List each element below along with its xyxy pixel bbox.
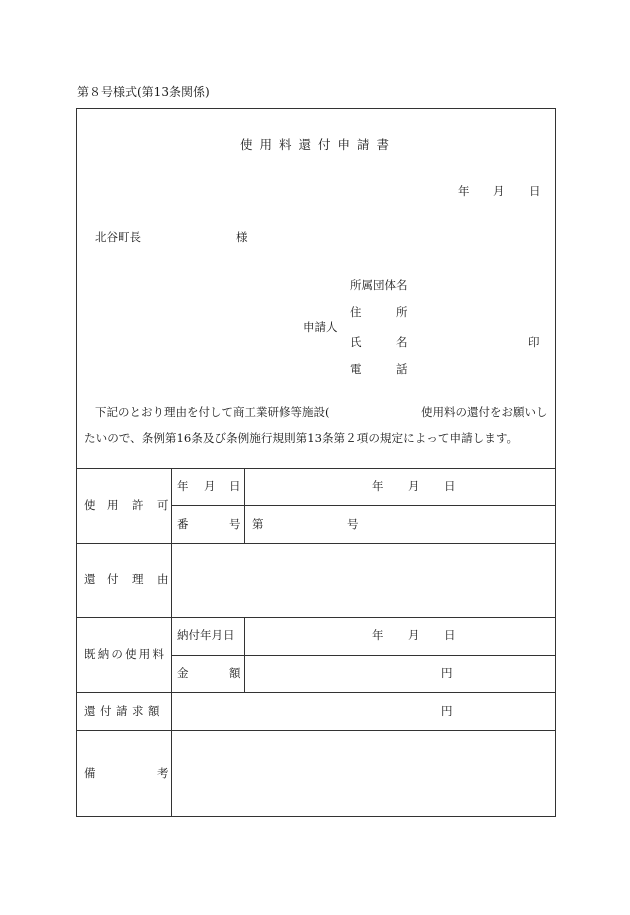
- permit-label-4: 可: [157, 498, 169, 512]
- paid-date-year: 年: [372, 628, 384, 642]
- amount-label-b: 額: [229, 666, 241, 680]
- permit-divider: [171, 505, 556, 506]
- permit-label-2: 用: [107, 498, 119, 512]
- permit-date-label-month: 月: [204, 479, 216, 493]
- permit-bottom-rule: [76, 543, 556, 544]
- honorific: 様: [236, 230, 248, 244]
- addressee: 北谷町長: [95, 230, 141, 244]
- phone-label-b: 話: [396, 362, 408, 376]
- permit-date-year: 年: [372, 479, 384, 493]
- refund-yen: 円: [441, 704, 453, 718]
- body-line1-a: 下記のとおり理由を付して商工業研修等施設(: [95, 405, 330, 419]
- body-line1-b: 使用料の還付をお願いし: [421, 405, 548, 419]
- address-label-a: 住: [350, 305, 362, 319]
- permit-number-suffix: 号: [347, 517, 359, 531]
- permit-date-day: 日: [444, 479, 456, 493]
- reason-label-1: 還: [84, 572, 96, 586]
- paid-date-label: 納付年月日: [177, 628, 235, 642]
- paid-bottom-rule: [76, 692, 556, 693]
- refund-label: 還付請求額: [84, 704, 164, 718]
- permit-sub-rule: [244, 468, 245, 543]
- permit-number-label-a: 番: [177, 517, 189, 531]
- paid-divider: [171, 655, 556, 656]
- seal-label: 印: [528, 335, 540, 349]
- paid-date-month: 月: [408, 628, 420, 642]
- paid-sub-rule: [244, 617, 245, 692]
- amount-yen: 円: [441, 666, 453, 680]
- refund-bottom-rule: [76, 730, 556, 731]
- reason-label-4: 由: [157, 572, 169, 586]
- label-column-rule: [171, 468, 172, 817]
- permit-date-month: 月: [408, 479, 420, 493]
- remarks-label-a: 備: [84, 766, 96, 780]
- applicant-label: 申請人: [303, 320, 338, 334]
- form-title: 使用料還付申請書: [240, 137, 397, 152]
- paid-date-day: 日: [444, 628, 456, 642]
- body-line2: たいので、条例第16条及び条例施行規則第13条第２項の規定によって申請します。: [84, 431, 519, 445]
- permit-date-label-day: 日: [229, 479, 241, 493]
- reason-label-3: 理: [132, 572, 144, 586]
- address-label-b: 所: [396, 305, 408, 319]
- date-month-label: 月: [493, 184, 505, 198]
- date-day-label: 日: [529, 184, 541, 198]
- date-year-label: 年: [458, 184, 470, 198]
- reason-bottom-rule: [76, 617, 556, 618]
- permit-label-1: 使: [84, 498, 96, 512]
- form-reference: 第８号様式(第13条関係): [77, 85, 210, 99]
- org-name-label: 所属団体名: [350, 278, 408, 292]
- permit-label-3: 許: [132, 498, 144, 512]
- permit-number-prefix: 第: [252, 517, 264, 531]
- permit-date-label-year: 年: [177, 479, 189, 493]
- name-label-a: 氏: [350, 335, 362, 349]
- paid-label: 既納の使用料: [84, 647, 167, 661]
- table-top-rule: [76, 468, 556, 469]
- phone-label-a: 電: [350, 362, 362, 376]
- permit-number-label-b: 号: [229, 517, 241, 531]
- amount-label-a: 金: [177, 666, 189, 680]
- reason-label-2: 付: [107, 572, 119, 586]
- name-label-b: 名: [396, 335, 408, 349]
- remarks-label-b: 考: [157, 766, 169, 780]
